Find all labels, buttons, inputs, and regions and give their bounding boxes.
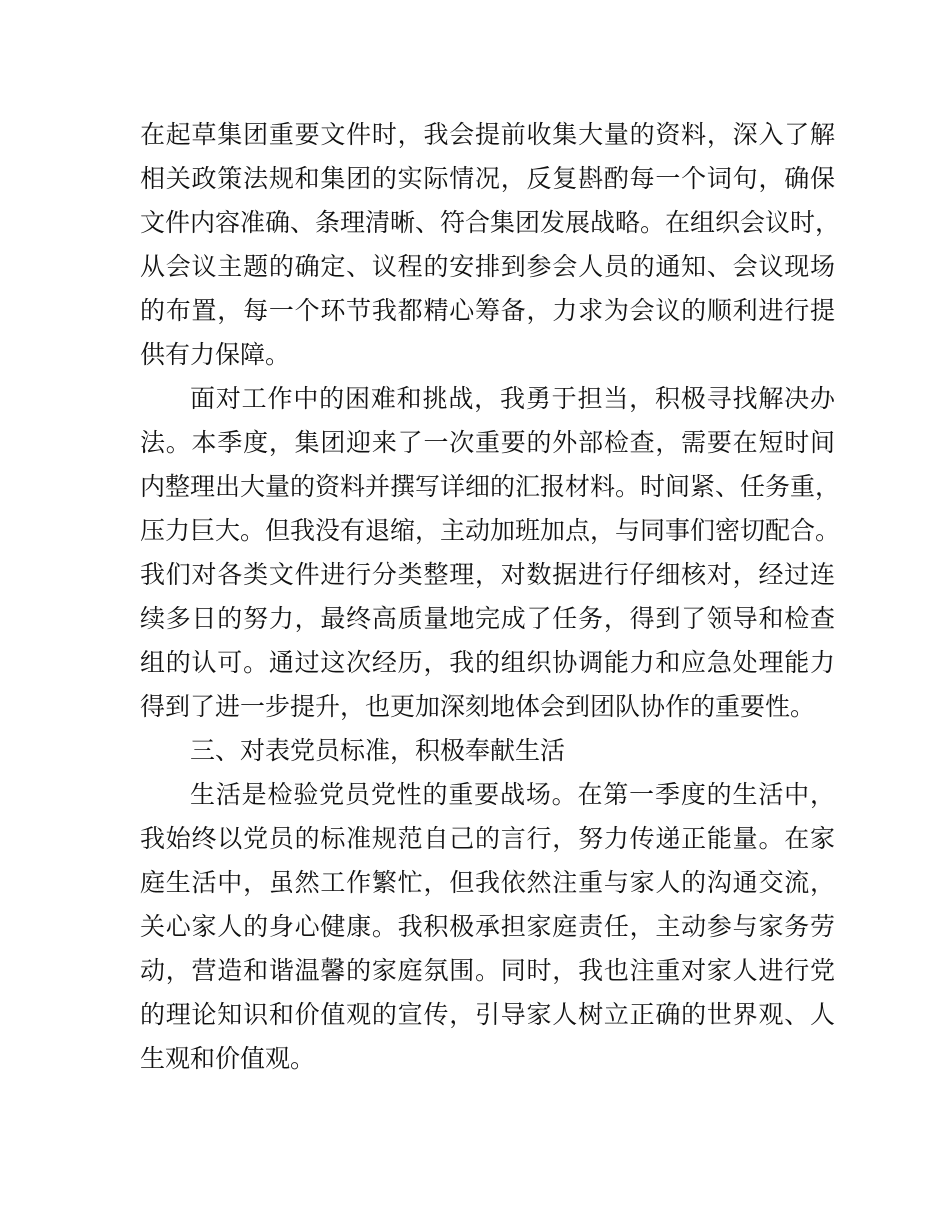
text-line: 的理论知识和价值观的宣传，引导家人树立正确的世界观、人 (140, 1000, 835, 1029)
text-line: 动，营造和谐温馨的家庭氛围。同时，我也注重对家人进行党 (140, 956, 835, 985)
text-line: 得到了进一步提升，也更加深刻地体会到团队协作的重要性。 (140, 692, 816, 721)
text-line: 文件内容准确、条理清晰、符合集团发展战略。在组织会议时， (140, 208, 841, 237)
text-line: 生活是检验党员党性的重要战场。在第一季度的生活中， (190, 780, 835, 809)
text-line: 的布置，每一个环节我都精心筹备，力求为会议的顺利进行提 (140, 296, 835, 325)
text-line: 从会议主题的确定、议程的安排到参会人员的通知、会议现场 (140, 252, 835, 281)
text-line: 内整理出大量的资料并撰写详细的汇报材料。时间紧、任务重， (140, 472, 841, 501)
text-line: 生观和价值观。 (140, 1044, 316, 1073)
paragraph-3 (140, 773, 835, 1081)
text-line: 续多日的努力，最终高质量地完成了任务，得到了领导和检查 (140, 604, 835, 633)
text-line: 在起草集团重要文件时，我会提前收集大量的资料，深入了解 (140, 120, 835, 149)
text-line: 我们对各类文件进行分类整理，对数据进行仔细核对，经过连 (140, 560, 835, 589)
text-line: 面对工作中的困难和挑战，我勇于担当，积极寻找解决办 (190, 384, 835, 413)
section-heading (140, 729, 835, 773)
text-line: 庭生活中，虽然工作繁忙，但我依然注重与家人的沟通交流， (140, 868, 835, 897)
text-line: 供有力保障。 (140, 340, 291, 369)
text-line: 相关政策法规和集团的实际情况，反复斟酌每一个词句，确保 (140, 164, 835, 193)
document-body (140, 113, 841, 1081)
heading-text: 三、对表党员标准，积极奉献生活 (190, 736, 566, 765)
paragraph-1 (140, 113, 841, 377)
text-line: 关心家人的身心健康。我积极承担家庭责任，主动参与家务劳 (140, 912, 835, 941)
text-line: 法。本季度，集团迎来了一次重要的外部检查，需要在短时间 (140, 428, 835, 457)
text-line: 组的认可。通过这次经历，我的组织协调能力和应急处理能力 (140, 648, 835, 677)
paragraph-2 (140, 377, 841, 729)
text-line: 压力巨大。但我没有退缩，主动加班加点，与同事们密切配合。 (140, 516, 841, 545)
text-line: 我始终以党员的标准规范自己的言行，努力传递正能量。在家 (140, 824, 835, 853)
